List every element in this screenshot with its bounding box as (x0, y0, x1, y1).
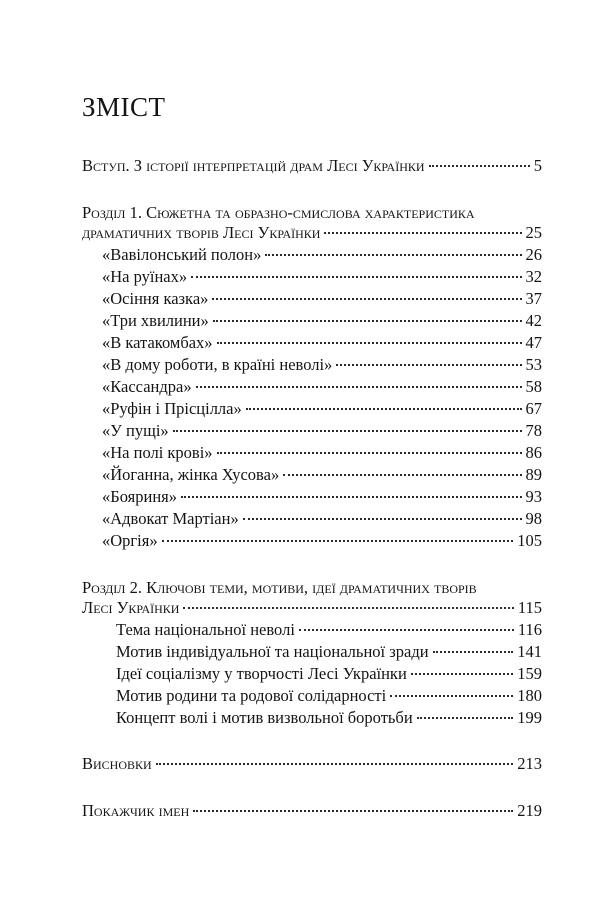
toc-entry-page: 58 (525, 377, 542, 396)
toc-entry-text: Висновки (82, 754, 152, 773)
dot-leader (193, 810, 513, 812)
toc-entry-part1 (82, 222, 542, 244)
toc-entry-page: 213 (517, 754, 542, 773)
toc-entry-text: «Оргія» (102, 531, 158, 550)
toc-entry-intro (82, 155, 542, 177)
dot-leader (246, 408, 522, 410)
dot-leader (243, 518, 522, 520)
toc-entry (116, 707, 542, 729)
toc-entry-text: «Кассандра» (102, 377, 192, 396)
toc-entry-page: 159 (517, 664, 542, 683)
dot-leader (336, 364, 521, 366)
toc-entry-text: «Бояриня» (102, 487, 177, 506)
toc-entry-index (82, 800, 542, 822)
toc-entry (102, 508, 542, 530)
dot-leader (217, 342, 522, 344)
toc-entry-page: 26 (525, 245, 542, 264)
dot-leader (433, 651, 514, 653)
toc-entry-page: 180 (517, 686, 542, 705)
toc-entry-page: 78 (525, 421, 542, 440)
toc-entry-text: Концепт волі і мотив визвольної боротьби (116, 708, 413, 727)
part1-title-line1: Розділ 1. Сюжетна та образно-смислова характеристика (82, 203, 475, 222)
toc-entry-page: 47 (525, 333, 542, 352)
part2-title-line2: Лесі Українки (82, 598, 180, 617)
toc-entry (116, 685, 542, 707)
toc-entry-text: «На полі крові» (102, 443, 213, 462)
toc-entry-part2 (82, 597, 542, 619)
toc-entry-text: «Руфін і Прісцілла» (102, 399, 242, 418)
dot-leader (217, 452, 522, 454)
dot-leader (196, 386, 522, 388)
toc-entry-text: «У пущі» (102, 421, 169, 440)
toc-entry-page: 86 (525, 443, 542, 462)
dot-leader (429, 165, 530, 167)
dot-leader (299, 629, 514, 631)
dot-leader (411, 673, 513, 675)
toc-entry-page: 93 (525, 487, 542, 506)
toc-entry-text: Мотив родини та родової солідарності (116, 686, 387, 705)
toc-entry-page: 67 (525, 399, 542, 418)
toc-entry-page: 115 (517, 598, 542, 617)
dot-leader (173, 430, 522, 432)
toc-entry-text: «Адвокат Мартіан» (102, 509, 239, 528)
toc-entry-text: «Вавілонський полон» (102, 245, 262, 264)
part2-title-line1: Розділ 2. Ключові теми, мотиви, ідеї драматичних творів (82, 578, 477, 597)
toc-entry (116, 641, 542, 663)
toc-entry-text: «Йоганна, жінка Хусова» (102, 465, 280, 484)
toc-entry-page: 37 (525, 289, 542, 308)
toc-entry-page: 98 (525, 509, 542, 528)
dot-leader (181, 496, 522, 498)
toc-entry-text: «В дому роботи, в країні неволі» (102, 355, 333, 374)
toc-entry (102, 442, 542, 464)
toc-entry-text: Покажчик імен (82, 801, 190, 820)
part1-title-line2: драматичних творів Лесі Українки (82, 223, 321, 242)
toc-entry (102, 310, 542, 332)
toc-entry-page: 89 (525, 465, 542, 484)
toc-entry (102, 464, 542, 486)
toc-entry-page: 116 (517, 620, 542, 639)
toc-entry-text: Мотив індивідуальної та національної зради (116, 642, 429, 661)
toc-entry-page: 141 (517, 642, 542, 661)
toc-entry (102, 354, 542, 376)
toc-entry (102, 288, 542, 310)
toc-entry-text: «На руїнах» (102, 267, 188, 286)
toc-entry (116, 619, 542, 641)
toc-entry-page: 105 (517, 531, 542, 550)
toc-entry-page: 219 (517, 801, 542, 820)
toc-entry (102, 486, 542, 508)
toc-entry (102, 420, 542, 442)
dot-leader (156, 763, 514, 765)
toc-entry (116, 663, 542, 685)
toc-entry (102, 376, 542, 398)
toc-entry (102, 398, 542, 420)
toc-entry-page: 32 (525, 267, 542, 286)
dot-leader (324, 232, 521, 234)
toc-entry (102, 266, 542, 288)
toc-entry-page: 42 (525, 311, 542, 330)
dot-leader (162, 540, 514, 542)
dot-leader (191, 276, 521, 278)
dot-leader (183, 607, 513, 609)
toc-entry-text: Ідеї соціалізму у творчості Лесі Українки (116, 664, 407, 683)
toc-entry-text: Тема національної неволі (116, 620, 295, 639)
toc-entry-page: 53 (525, 355, 542, 374)
dot-leader (213, 320, 522, 322)
toc-entry-conclusions (82, 753, 542, 775)
toc-entry (102, 244, 542, 266)
toc-entry-text: «Осіння казка» (102, 289, 209, 308)
toc-entry (102, 332, 542, 354)
dot-leader (265, 254, 521, 256)
toc-entry-page: 25 (525, 223, 542, 242)
dot-leader (283, 474, 521, 476)
toc-heading: ЗМІСТ (82, 92, 166, 122)
toc-entry-page: 5 (533, 156, 542, 175)
toc-entry-text: Вступ. З історії інтерпретацій драм Лесі Українки (82, 156, 425, 175)
toc-entry-page: 199 (517, 708, 542, 727)
dot-leader (417, 717, 514, 719)
dot-leader (212, 298, 521, 300)
dot-leader (390, 695, 513, 697)
toc-entry (102, 530, 542, 552)
toc-entry-text: «В катакомбах» (102, 333, 213, 352)
toc-entry-text: «Три хвилини» (102, 311, 209, 330)
